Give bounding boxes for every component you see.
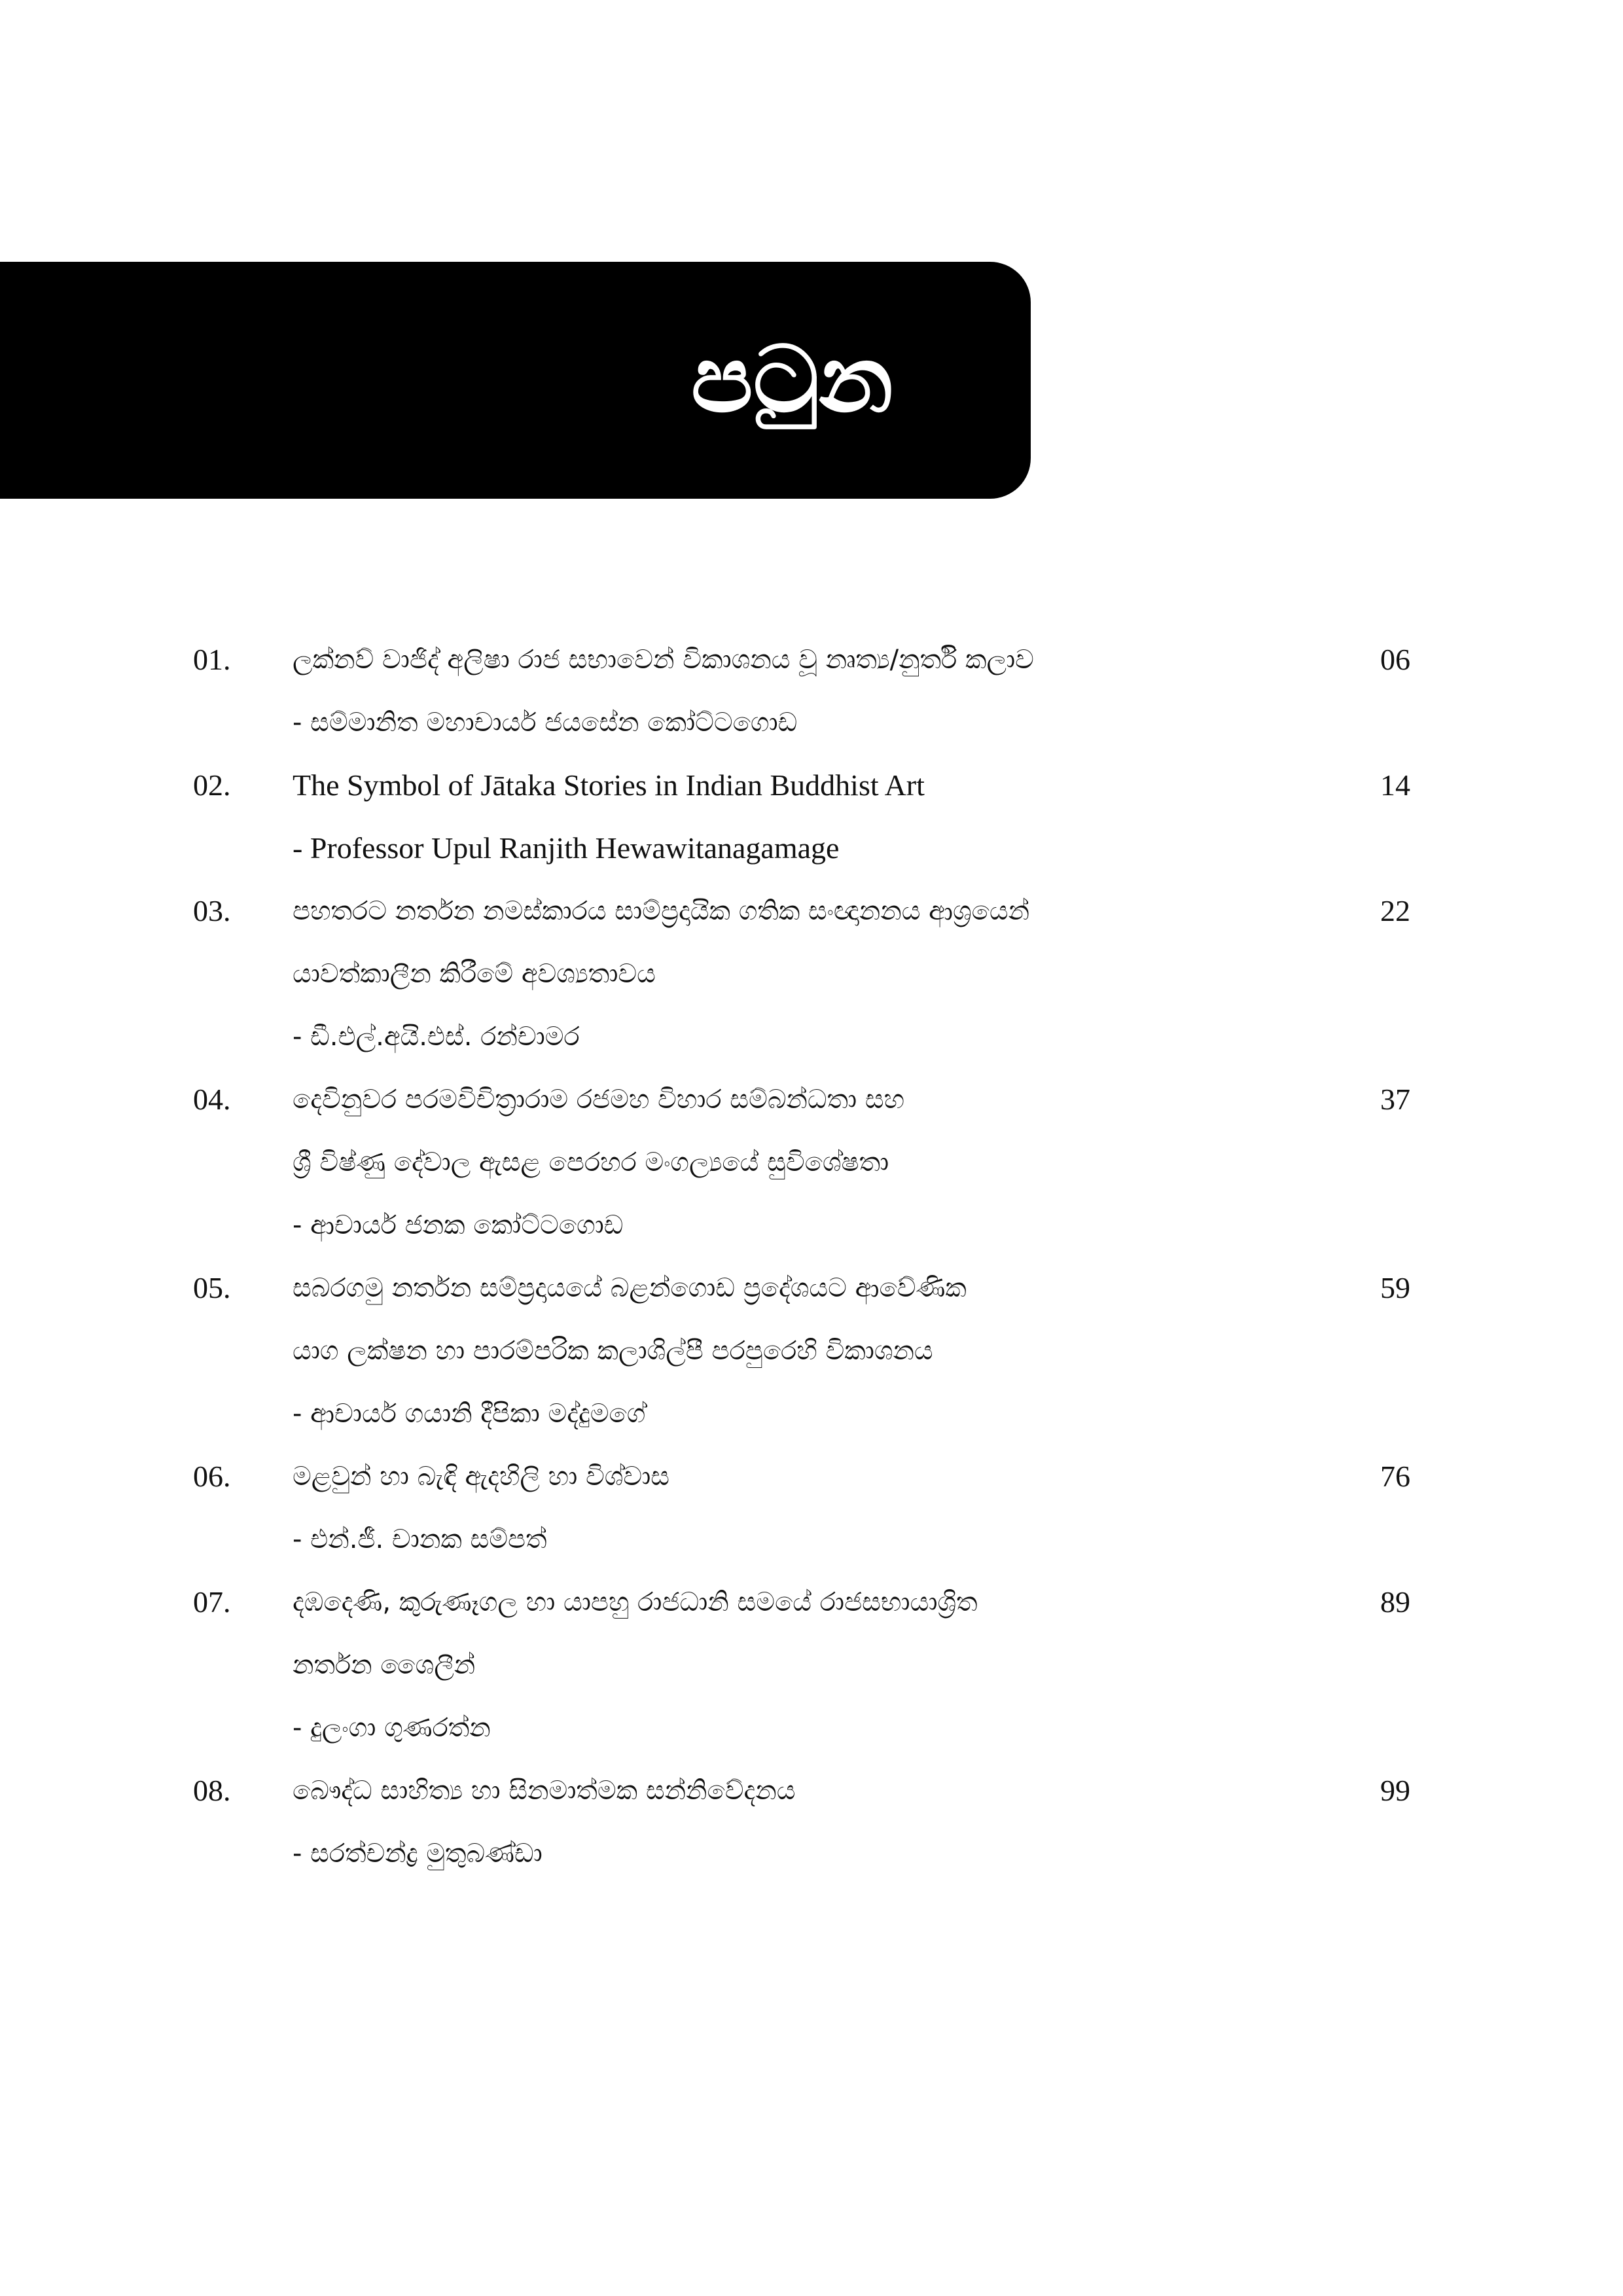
- entry-number: 05.: [193, 1271, 231, 1304]
- toc-entry-05-title-cont: [0, 1319, 1623, 1382]
- toc-entry-02: [0, 754, 1623, 817]
- toc-entry-08-author: [0, 1822, 1623, 1885]
- entry-number: 02.: [193, 768, 231, 802]
- page-title: පටුන: [690, 327, 893, 433]
- toc-entry-07-author: [0, 1696, 1623, 1759]
- toc-entry-01-author: [0, 691, 1623, 754]
- entry-page-number: 22: [1380, 894, 1410, 927]
- entry-title: ලක්නව් වාජිද් අලිෂා රාජ සභාවෙන් විකාශනය වූ නෘත්‍ය/නුර්ති කලාව: [293, 645, 1034, 675]
- entry-number: 04.: [193, 1083, 231, 1116]
- entry-title-continued: යාවත්කාලීන කිරීමේ අවශ්‍යතාවය: [293, 959, 656, 989]
- entry-page-number: 59: [1380, 1271, 1410, 1304]
- entry-number: 03.: [193, 894, 231, 927]
- toc-entry-04-author: [0, 1194, 1623, 1257]
- toc-entry-07: [0, 1571, 1623, 1634]
- toc-entry-04: [0, 1068, 1623, 1131]
- toc-entry-03-author: [0, 1005, 1623, 1068]
- toc-entry-07-title-cont: [0, 1634, 1623, 1696]
- entry-number: 08.: [193, 1774, 231, 1807]
- toc-entry-03-title-cont: [0, 942, 1623, 1005]
- entry-title: සබරගමු නර්තන සම්ප්‍රදායයේ බළන්ගොඩ ප්‍රදේශයට ආවේණික: [293, 1273, 967, 1303]
- entry-number: 01.: [193, 643, 231, 676]
- entry-title-continued: යාග ලක්ෂන හා පාරම්පරික කලාශිල්පී පරපුරෙහි විකාශනය: [293, 1336, 933, 1366]
- entry-title: දඹදෙණි, කුරුණෑගල හා යාපහු රාජධානි සමයේ රාජසභායාශ්‍රිත: [293, 1587, 978, 1617]
- entry-title: මළවුන් හා බැඳි ඇදහිලි හා විශ්වාස: [293, 1462, 670, 1492]
- toc-entry-01: [0, 628, 1623, 691]
- toc-entry-02-author: [0, 817, 1623, 880]
- toc-entry-05-author: [0, 1382, 1623, 1445]
- entry-author: - ආචාර්ය ගයානි දීපිකා මද්දුමගේ: [293, 1399, 646, 1429]
- toc-entry-06-author: [0, 1508, 1623, 1571]
- entry-page-number: 99: [1380, 1774, 1410, 1807]
- entry-page-number: 06: [1380, 643, 1410, 676]
- entry-author: - සම්මානිත මහාචාර්ය ජයසේන කෝට්ටගොඩ: [293, 708, 798, 738]
- table-of-contents: [0, 628, 1623, 1885]
- entry-title: දෙවිනුවර පරමවිචිත්‍රාරාම රජමහ විහාර සම්බන්ධතා සහ: [293, 1085, 905, 1115]
- entry-page-number: 14: [1380, 768, 1410, 802]
- toc-entry-06: [0, 1445, 1623, 1508]
- toc-entry-08: [0, 1759, 1623, 1822]
- entry-page-number: 89: [1380, 1585, 1410, 1619]
- toc-entry-04-title-cont: [0, 1131, 1623, 1194]
- entry-title: බෞද්ධ සාහිත්‍ය හා සිනමාත්මක සන්නිවේදනය: [293, 1776, 796, 1806]
- entry-number: 06.: [193, 1460, 231, 1493]
- entry-title-continued: නර්තන ශෛලීන්: [293, 1650, 476, 1680]
- entry-number: 07.: [193, 1585, 231, 1619]
- toc-entry-05: [0, 1257, 1623, 1319]
- entry-author: - එන්.ජී. චානක සම්පත්: [293, 1524, 547, 1554]
- title-banner: [0, 262, 1031, 499]
- entry-author: - ආචාර්ය ජනක කෝට්ටගොඩ: [293, 1210, 624, 1240]
- toc-entry-03: [0, 880, 1623, 942]
- entry-page-number: 76: [1380, 1460, 1410, 1493]
- entry-title: The Symbol of Jātaka Stories in Indian Buddhist Art: [293, 768, 925, 802]
- entry-page-number: 37: [1380, 1083, 1410, 1116]
- entry-title: පහතරට නර්තන නමස්කාරය සාම්ප්‍රදායික ගතික සංඥානනය ආශ්‍රයෙන්: [293, 896, 1030, 926]
- entry-author: - දුලංගා ගුණරත්න: [293, 1713, 491, 1743]
- entry-author: - සරත්චන්ද්‍ර මුතුබණ්ඩා: [293, 1839, 543, 1869]
- entry-author: - Professor Upul Ranjith Hewawitanagamage: [293, 831, 840, 865]
- entry-title-continued: ශ්‍රී විෂ්ණු දේවාල ඇසළ පෙරහර මංගල්‍යයේ සුවිශේෂතා: [293, 1147, 889, 1177]
- entry-author: - ඩී.එල්.අයි.එස්. රන්චාමර: [293, 1022, 580, 1052]
